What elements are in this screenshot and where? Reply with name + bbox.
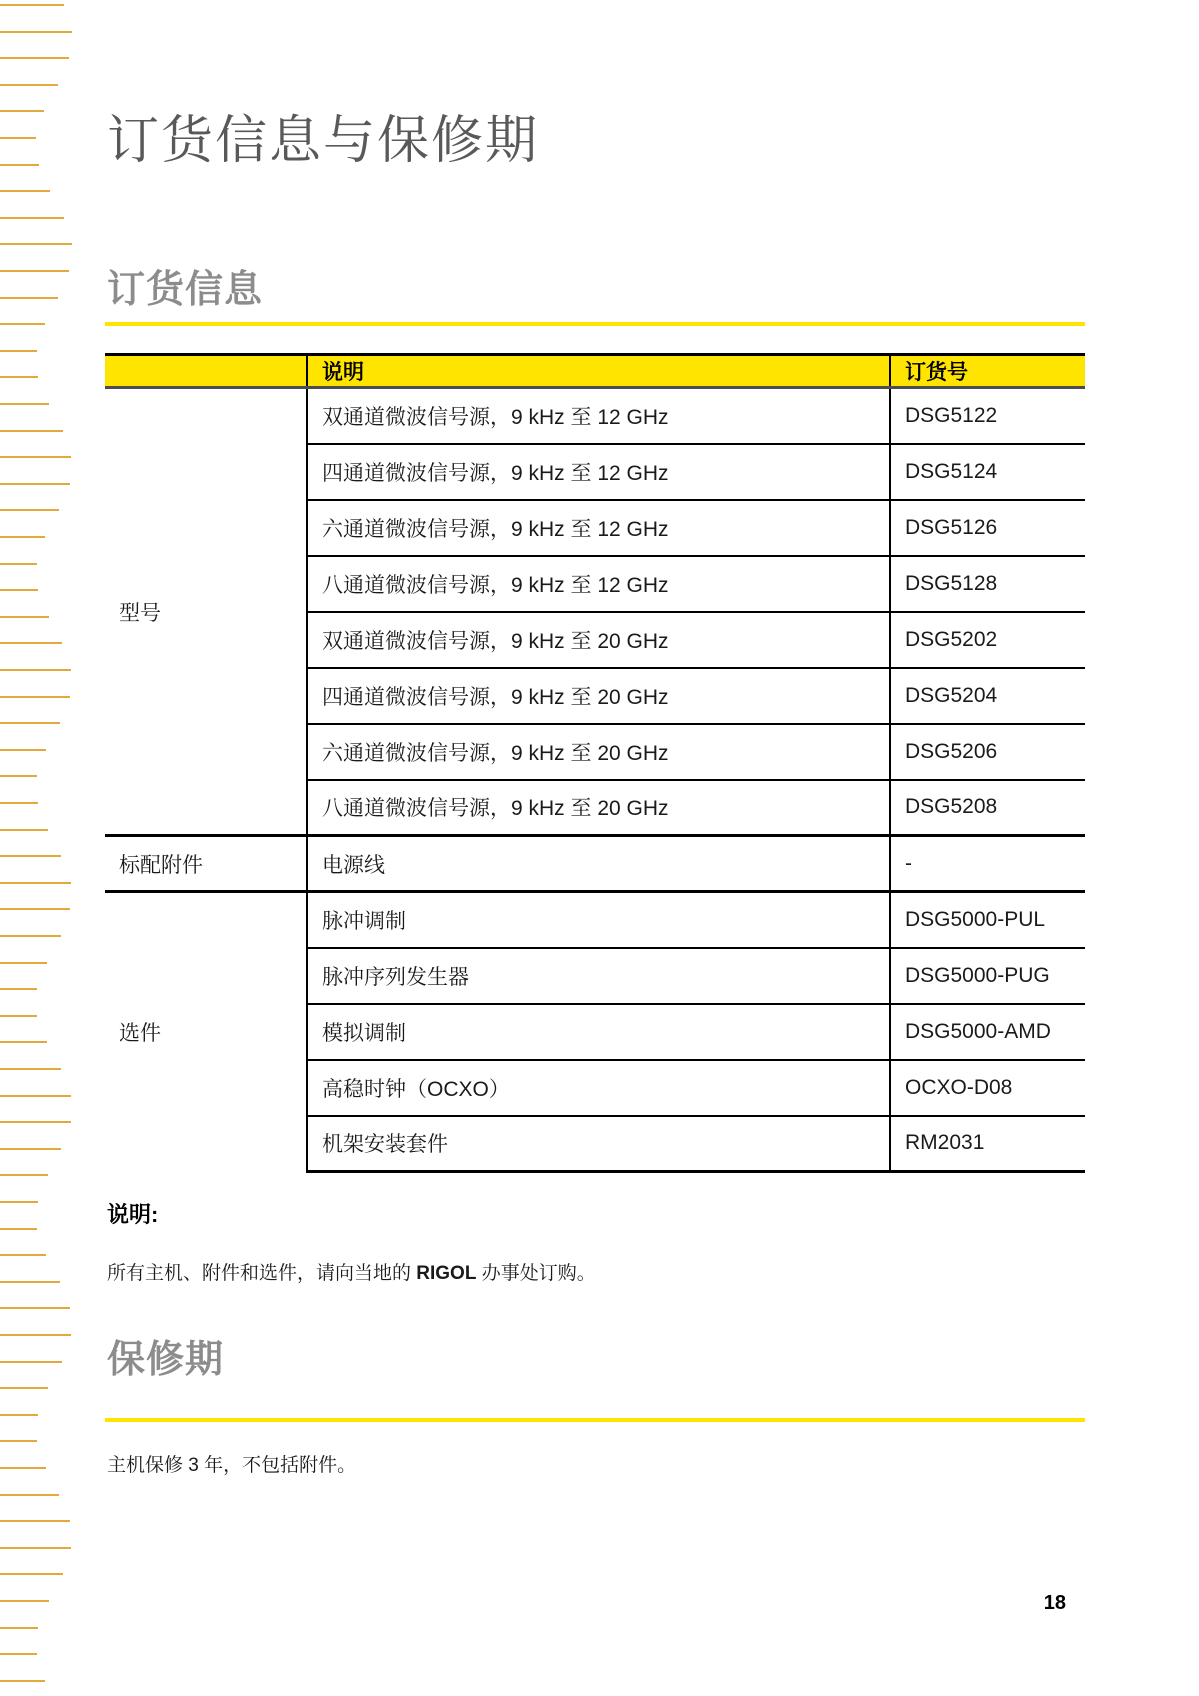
deco-line [0, 270, 69, 272]
description-cell: 双通道微波信号源，9 kHz 至 20 GHz [307, 612, 890, 668]
description-cell: 高稳时钟（OCXO） [307, 1060, 890, 1116]
order-number-cell: DSG5208 [890, 780, 1085, 836]
deco-line [0, 190, 50, 192]
order-number-cell: DSG5122 [890, 388, 1085, 444]
table-row [105, 836, 1085, 892]
deco-line [0, 935, 61, 937]
deco-line [0, 988, 37, 990]
deco-line [0, 1334, 71, 1336]
deco-line [0, 1148, 61, 1150]
deco-line [0, 962, 47, 964]
description-cell: 六通道微波信号源，9 kHz 至 12 GHz [307, 500, 890, 556]
deco-line [0, 669, 71, 671]
deco-line [0, 84, 58, 86]
deco-line [0, 642, 62, 644]
deco-line [0, 1680, 45, 1682]
header-order-number: 订货号 [890, 355, 1085, 388]
category-cell: 型号 [119, 601, 161, 625]
description-cell: 八通道微波信号源，9 kHz 至 20 GHz [307, 780, 890, 836]
deco-line [0, 57, 69, 59]
deco-line [0, 137, 36, 139]
note-text-before: 所有主机、附件和选件，请向当地的 [107, 1263, 417, 1284]
order-number-cell: DSG5202 [890, 612, 1085, 668]
deco-line [0, 1174, 48, 1176]
warranty-heading-rule [105, 1418, 1085, 1422]
deco-line [0, 1494, 59, 1496]
deco-line [0, 243, 72, 245]
deco-line [0, 1361, 62, 1363]
deco-line [0, 297, 58, 299]
deco-line [0, 1095, 71, 1097]
deco-line [0, 1254, 46, 1256]
description-cell: 四通道微波信号源，9 kHz 至 12 GHz [307, 444, 890, 500]
deco-line [0, 376, 38, 378]
deco-line [0, 855, 61, 857]
deco-line [0, 456, 71, 458]
deco-line [0, 536, 45, 538]
table-row [105, 892, 1085, 948]
deco-line [0, 110, 44, 112]
deco-line [0, 1015, 37, 1017]
deco-line [0, 1068, 61, 1070]
deco-line [0, 829, 48, 831]
deco-line [0, 1653, 37, 1655]
deco-line [0, 1627, 38, 1629]
deco-line [0, 616, 49, 618]
table-row [105, 388, 1085, 444]
deco-line [0, 430, 63, 432]
description-cell: 双通道微波信号源，9 kHz 至 12 GHz [307, 388, 890, 444]
brand-name: RIGOL [416, 1263, 477, 1284]
description-cell: 机架安装套件 [307, 1116, 890, 1172]
deco-line [0, 589, 38, 591]
description-cell: 八通道微波信号源，9 kHz 至 12 GHz [307, 556, 890, 612]
section-heading-warranty: 保修期 [107, 1339, 225, 1381]
order-number-cell: DSG5000-PUL [890, 892, 1085, 948]
deco-line [0, 908, 70, 910]
deco-line [0, 323, 45, 325]
deco-line [0, 31, 72, 33]
deco-line [0, 722, 60, 724]
deco-line [0, 749, 46, 751]
ordering-heading-rule [105, 322, 1085, 326]
page-number: 18 [1043, 1592, 1066, 1614]
deco-line [0, 1520, 70, 1522]
description-cell: 电源线 [307, 836, 890, 892]
deco-line [0, 1281, 60, 1283]
deco-line [0, 164, 39, 166]
deco-line [0, 563, 37, 565]
order-number-cell: DSG5204 [890, 668, 1085, 724]
order-number-cell: DSG5000-PUG [890, 948, 1085, 1004]
deco-line [0, 696, 70, 698]
order-number-cell: - [890, 836, 1085, 892]
note-text [107, 1258, 596, 1285]
deco-line [0, 350, 37, 352]
deco-line [0, 4, 64, 6]
description-cell: 六通道微波信号源，9 kHz 至 20 GHz [307, 724, 890, 780]
order-number-cell: DSG5124 [890, 444, 1085, 500]
deco-line [0, 403, 49, 405]
deco-line [0, 1307, 70, 1309]
deco-line [0, 775, 37, 777]
description-cell: 四通道微波信号源，9 kHz 至 20 GHz [307, 668, 890, 724]
description-cell: 脉冲调制 [307, 892, 890, 948]
deco-line [0, 1387, 48, 1389]
order-number-cell: OCXO-D08 [890, 1060, 1085, 1116]
order-number-cell: DSG5128 [890, 556, 1085, 612]
deco-line [0, 1121, 71, 1123]
deco-line [0, 1467, 46, 1469]
section-heading-ordering: 订货信息 [107, 269, 264, 311]
warranty-text: 主机保修 3 年，不包括附件。 [107, 1455, 357, 1476]
note-text-after: 办事处订购。 [476, 1263, 596, 1284]
deco-line [0, 509, 59, 511]
deco-line [0, 1573, 63, 1575]
header-category [105, 355, 307, 388]
order-number-cell: DSG5000-AMD [890, 1004, 1085, 1060]
deco-line [0, 1041, 47, 1043]
deco-line [0, 1228, 37, 1230]
deco-line [0, 1414, 38, 1416]
description-cell: 模拟调制 [307, 1004, 890, 1060]
deco-line [0, 217, 64, 219]
page-title: 订货信息与保修期 [107, 112, 540, 170]
deco-line [0, 1201, 38, 1203]
deco-line [0, 1440, 37, 1442]
deco-line [0, 483, 70, 485]
order-number-cell: DSG5126 [890, 500, 1085, 556]
deco-line [0, 882, 71, 884]
category-cell: 选件 [105, 892, 307, 1172]
ordering-table [105, 353, 1085, 1173]
order-number-cell: RM2031 [890, 1116, 1085, 1172]
deco-line [0, 1600, 49, 1602]
note-label: 说明: [107, 1202, 159, 1227]
category-cell: 标配附件 [105, 836, 307, 892]
table-header-row [105, 355, 1085, 388]
order-number-cell: DSG5206 [890, 724, 1085, 780]
description-cell: 脉冲序列发生器 [307, 948, 890, 1004]
deco-line [0, 802, 38, 804]
deco-line [0, 1547, 71, 1549]
header-description: 说明 [307, 355, 890, 388]
